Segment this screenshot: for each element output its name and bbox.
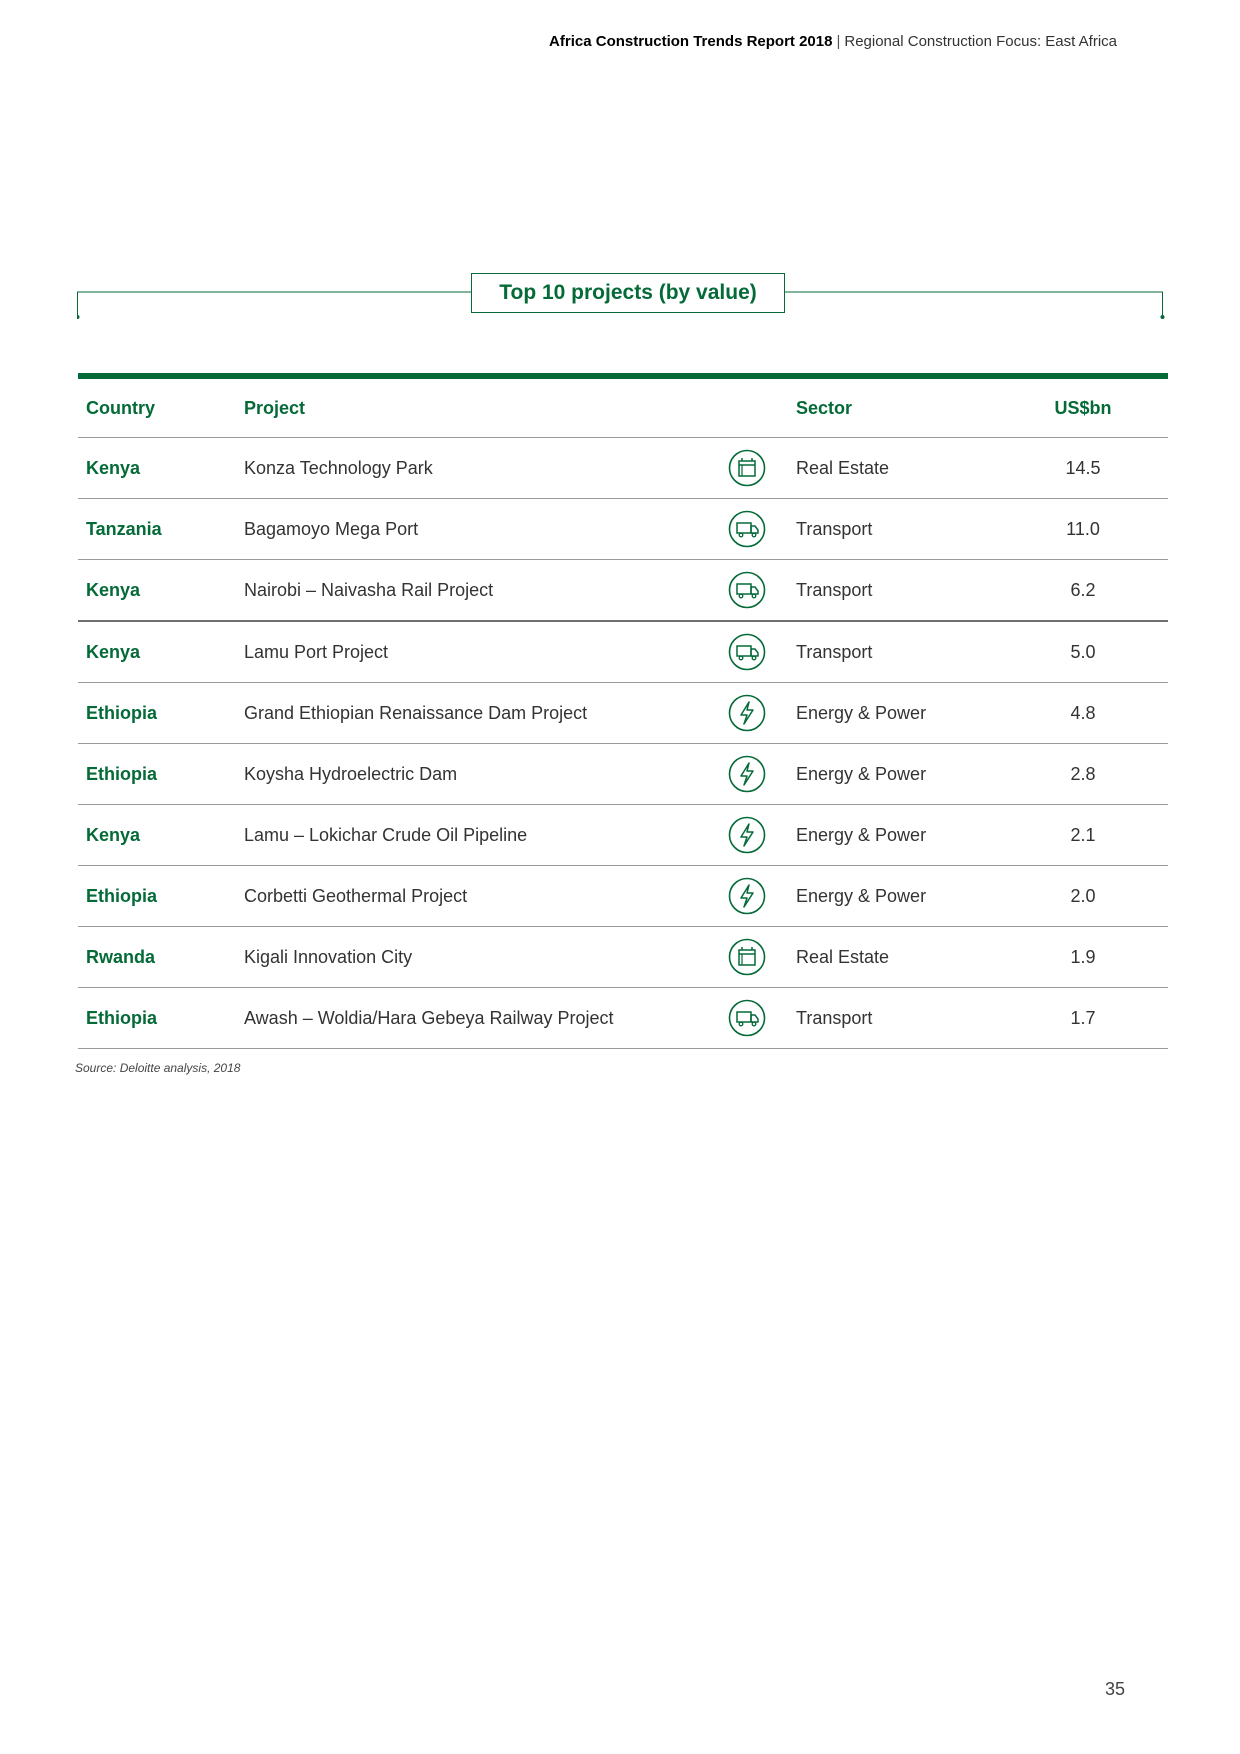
source-note: Source: Deloitte analysis, 2018	[75, 1061, 241, 1075]
country-cell: Ethiopia	[78, 866, 236, 927]
country-cell: Kenya	[78, 805, 236, 866]
sector-icon-cell	[706, 621, 788, 683]
sector-cell: Real Estate	[788, 438, 998, 499]
country-cell: Ethiopia	[78, 744, 236, 805]
sector-icon-cell	[706, 744, 788, 805]
project-cell: Awash – Woldia/Hara Gebeya Railway Project	[236, 988, 706, 1049]
value-cell: 14.5	[998, 438, 1168, 499]
value-cell: 2.1	[998, 805, 1168, 866]
country-cell: Kenya	[78, 438, 236, 499]
project-cell: Lamu – Lokichar Crude Oil Pipeline	[236, 805, 706, 866]
table-row	[78, 683, 1168, 744]
country-cell: Ethiopia	[78, 683, 236, 744]
value-cell: 1.7	[998, 988, 1168, 1049]
value-cell: 1.9	[998, 927, 1168, 988]
sector-icon-cell	[706, 499, 788, 560]
table-header-row	[78, 379, 1168, 438]
sector-icon-cell	[706, 866, 788, 927]
project-cell: Nairobi – Naivasha Rail Project	[236, 560, 706, 622]
sector-cell: Transport	[788, 621, 998, 683]
projects-table	[78, 373, 1168, 1049]
sector-cell: Real Estate	[788, 927, 998, 988]
project-cell: Koysha Hydroelectric Dam	[236, 744, 706, 805]
table-row	[78, 499, 1168, 560]
lightning-icon	[728, 816, 766, 854]
value-cell: 5.0	[998, 621, 1168, 683]
building-icon	[728, 449, 766, 487]
table-row	[78, 560, 1168, 622]
table-row	[78, 866, 1168, 927]
value-cell: 6.2	[998, 560, 1168, 622]
country-cell: Tanzania	[78, 499, 236, 560]
report-title: Africa Construction Trends Report 2018	[549, 33, 833, 50]
country-cell: Ethiopia	[78, 988, 236, 1049]
project-cell: Lamu Port Project	[236, 621, 706, 683]
sector-icon-cell	[706, 805, 788, 866]
project-cell: Konza Technology Park	[236, 438, 706, 499]
table-row	[78, 744, 1168, 805]
truck-icon	[728, 633, 766, 671]
lightning-icon	[728, 694, 766, 732]
sector-cell: Energy & Power	[788, 866, 998, 927]
sector-icon-cell	[706, 438, 788, 499]
page-number: 35	[1105, 1679, 1126, 1699]
sector-cell: Transport	[788, 499, 998, 560]
column-header-value: US$bn	[998, 379, 1168, 438]
project-cell: Grand Ethiopian Renaissance Dam Project	[236, 683, 706, 744]
sector-cell: Energy & Power	[788, 683, 998, 744]
country-cell: Kenya	[78, 621, 236, 683]
lightning-icon	[728, 755, 766, 793]
country-cell: Rwanda	[78, 927, 236, 988]
value-cell: 2.8	[998, 744, 1168, 805]
table-title: Top 10 projects (by value)	[471, 273, 785, 313]
lightning-icon	[728, 877, 766, 915]
sector-cell: Transport	[788, 988, 998, 1049]
value-cell: 11.0	[998, 499, 1168, 560]
sector-icon-cell	[706, 927, 788, 988]
sector-cell: Energy & Power	[788, 805, 998, 866]
table-row	[78, 805, 1168, 866]
truck-icon	[728, 571, 766, 609]
sector-cell: Transport	[788, 560, 998, 622]
sector-icon-cell	[706, 560, 788, 622]
truck-icon	[728, 510, 766, 548]
building-icon	[728, 938, 766, 976]
value-cell: 2.0	[998, 866, 1168, 927]
table-row	[78, 621, 1168, 683]
section-title: Regional Construction Focus: East Africa	[844, 33, 1117, 50]
column-header-sector: Sector	[788, 379, 998, 438]
value-cell: 4.8	[998, 683, 1168, 744]
table-row	[78, 438, 1168, 499]
sector-icon-cell	[706, 683, 788, 744]
project-cell: Corbetti Geothermal Project	[236, 866, 706, 927]
project-cell: Kigali Innovation City	[236, 927, 706, 988]
column-header-project: Project	[236, 379, 706, 438]
table-row	[78, 927, 1168, 988]
column-header-country: Country	[78, 379, 236, 438]
sector-cell: Energy & Power	[788, 744, 998, 805]
column-header-icon	[706, 379, 788, 438]
country-cell: Kenya	[78, 560, 236, 622]
project-cell: Bagamoyo Mega Port	[236, 499, 706, 560]
truck-icon	[728, 999, 766, 1037]
header-separator: |	[836, 33, 841, 50]
running-header	[549, 33, 1117, 50]
sector-icon-cell	[706, 988, 788, 1049]
table-row	[78, 988, 1168, 1049]
